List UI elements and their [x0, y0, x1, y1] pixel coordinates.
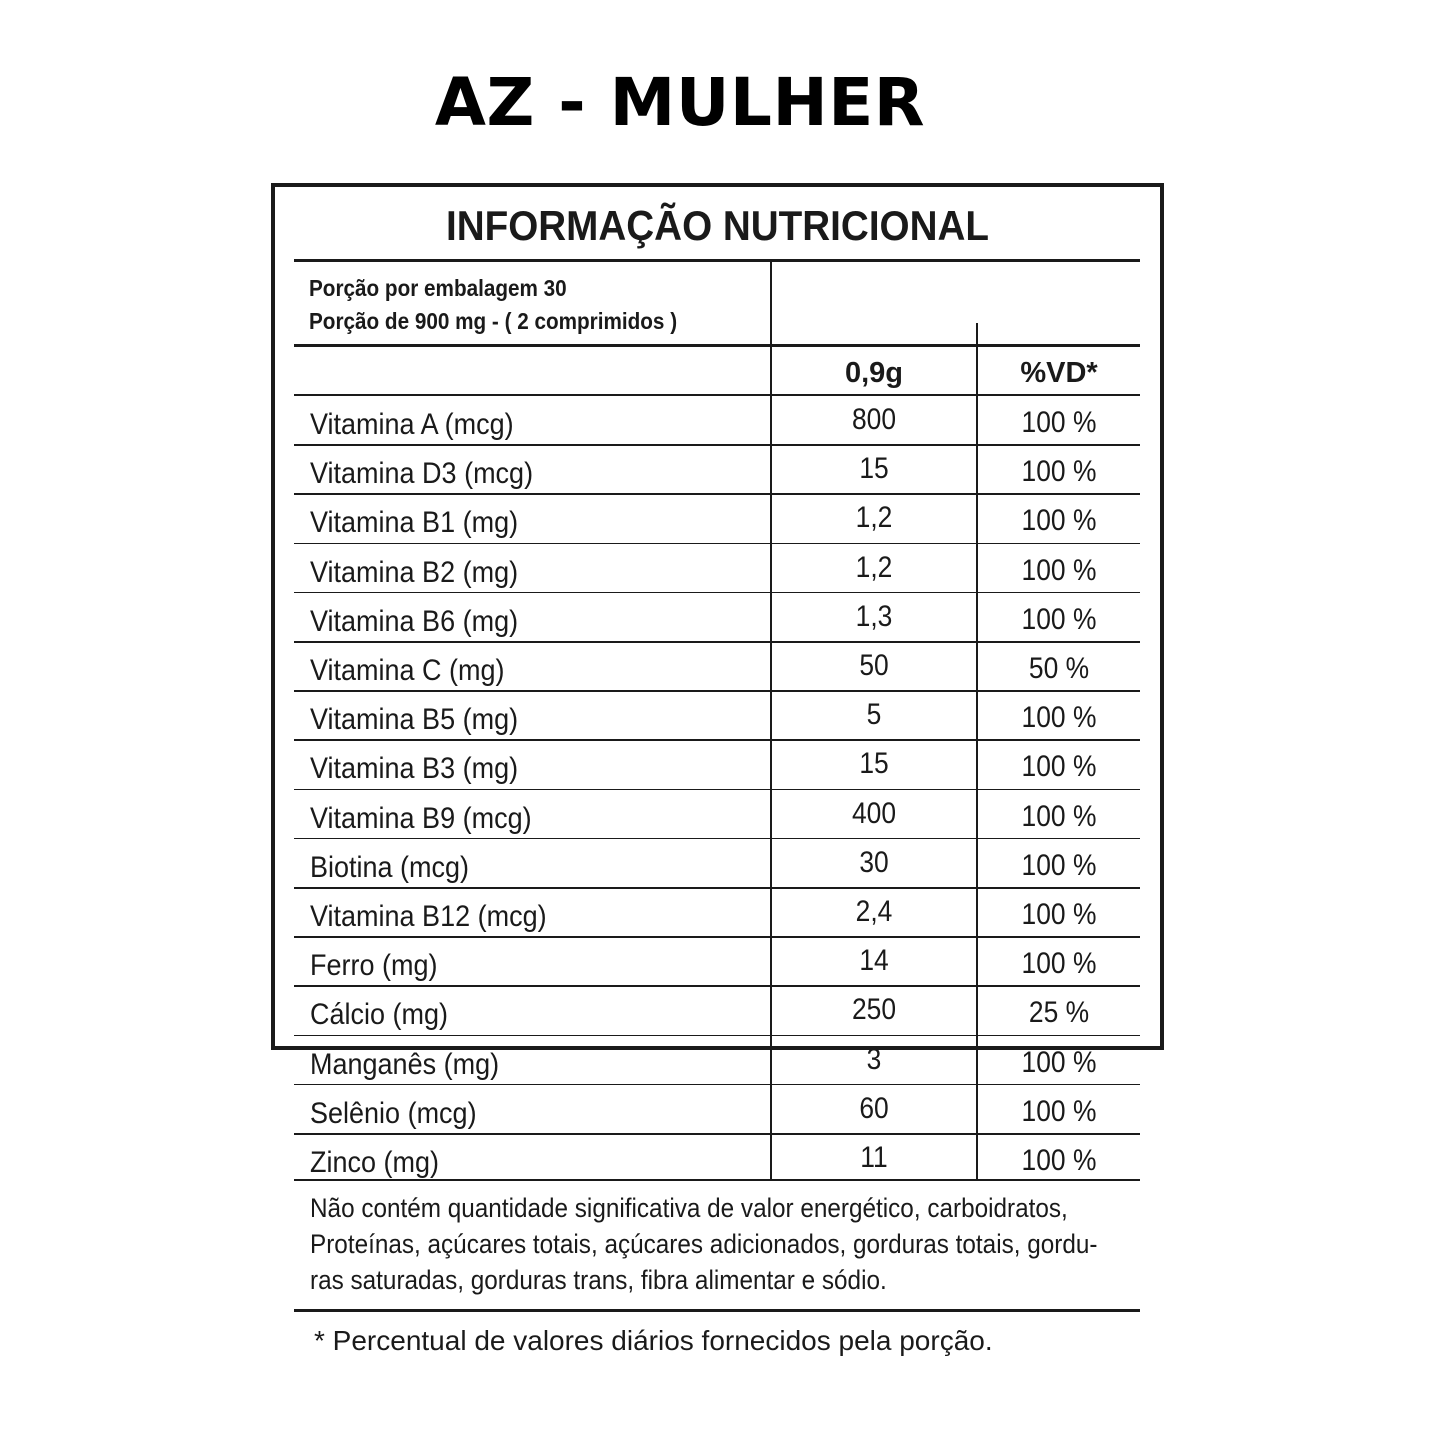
- nutrient-daily-value: 100 %: [1021, 455, 1097, 489]
- notice-line: ras saturadas, gorduras trans, fibra alimentar e sódio.: [310, 1265, 887, 1295]
- nutrient-name: Selênio (mcg): [310, 1096, 477, 1130]
- nutrient-amount: 1,3: [855, 599, 893, 633]
- nutrient-amount: 60: [859, 1091, 889, 1125]
- nutrient-amount: 1,2: [855, 501, 893, 535]
- row-divider: [294, 543, 1140, 545]
- nutrient-daily-value: 100 %: [1021, 848, 1097, 882]
- row-divider: [294, 493, 1140, 495]
- nutrient-daily-value: 100 %: [1021, 1045, 1097, 1079]
- nutrient-amount: 15: [859, 452, 889, 486]
- notice-line: Não contém quantidade significativa de valor energético, carboidratos,: [310, 1193, 1068, 1223]
- nutrient-amount: 14: [859, 944, 889, 978]
- nutrient-amount: 800: [851, 403, 897, 436]
- nutrient-amount: 50: [859, 649, 889, 682]
- daily-value-footnote: * Percentual de valores diários fornecidos pela porção.: [314, 1325, 993, 1356]
- nutrient-amount: 2,4: [855, 895, 893, 928]
- nutrient-name: Vitamina B2 (mg): [310, 555, 519, 589]
- column-divider-vd: [976, 323, 978, 1180]
- row-divider: [294, 1035, 1140, 1037]
- nutrient-daily-value: 100 %: [1021, 898, 1097, 931]
- nutrient-daily-value: 100 %: [1021, 750, 1097, 784]
- nutrient-amount: 15: [859, 747, 889, 781]
- amount-column-header: 0,9g: [844, 357, 904, 389]
- nutrient-daily-value: 50 %: [1028, 652, 1090, 685]
- nutrient-amount: 5: [866, 698, 882, 732]
- row-divider: [294, 838, 1140, 840]
- nutrient-name: Cálcio (mg): [310, 998, 449, 1032]
- nutrient-name: Vitamina A (mcg): [310, 408, 514, 441]
- nutrient-daily-value: 100 %: [1021, 1094, 1097, 1128]
- nutrient-name: Vitamina C (mg): [310, 654, 505, 687]
- portion-size: Porção de 900 mg - ( 2 comprimidos ): [309, 308, 678, 334]
- nutrient-amount: 3: [866, 1042, 882, 1076]
- nutrient-daily-value: 25 %: [1028, 996, 1090, 1030]
- row-divider: [294, 739, 1140, 741]
- nutrient-name: Ferro (mg): [310, 949, 438, 983]
- nutrient-name: Zinco (mg): [310, 1146, 440, 1179]
- header-rule: [294, 394, 1140, 396]
- portion-info: [309, 272, 677, 338]
- nutrient-name: Vitamina B12 (mcg): [310, 900, 547, 933]
- row-divider: [294, 1133, 1140, 1135]
- row-divider: [294, 690, 1140, 692]
- table-end-rule: [294, 1179, 1140, 1181]
- nutrition-facts-label: [271, 183, 1164, 1356]
- nutrient-amount: 250: [851, 993, 897, 1027]
- nutrient-daily-value: 100 %: [1021, 1144, 1097, 1177]
- nutrient-amount: 11: [860, 1141, 888, 1174]
- row-divider: [294, 985, 1140, 987]
- notice-rule: [294, 1309, 1140, 1312]
- product-title: AZ - MULHER: [434, 64, 926, 141]
- nutrient-daily-value: 100 %: [1021, 701, 1097, 735]
- column-divider-amount: [770, 262, 772, 1180]
- nutrient-name: Vitamina B3 (mg): [310, 752, 519, 786]
- portion-per-package: Porção por embalagem 30: [309, 275, 567, 301]
- nutrient-daily-value: 100 %: [1021, 947, 1097, 981]
- row-divider: [294, 592, 1140, 594]
- nutrient-name: Vitamina B1 (mg): [310, 506, 519, 540]
- nutrient-amount: 400: [851, 796, 897, 830]
- row-divider: [294, 887, 1140, 889]
- label-title: INFORMAÇÃO NUTRICIONAL: [445, 202, 990, 249]
- row-divider: [294, 936, 1140, 938]
- title-rule: [294, 259, 1140, 262]
- row-divider: [294, 641, 1140, 643]
- nutrient-name: Vitamina B9 (mcg): [310, 801, 532, 835]
- vd-column-header: %VD*: [1020, 357, 1098, 389]
- nutrient-name: Vitamina D3 (mcg): [310, 457, 534, 491]
- portion-rule: [294, 344, 1140, 347]
- nutrient-amount: 1,2: [855, 550, 893, 584]
- nutrient-amount: 30: [859, 845, 889, 879]
- notice-line: Proteínas, açúcares totais, açúcares adicionados, gorduras totais, gordu-: [310, 1229, 1098, 1259]
- nutrient-daily-value: 100 %: [1021, 406, 1097, 439]
- nutrient-name: Vitamina B6 (mg): [310, 604, 519, 638]
- nutrient-daily-value: 100 %: [1021, 602, 1097, 636]
- nutrient-name: Manganês (mg): [310, 1047, 500, 1081]
- nutrient-name: Vitamina B5 (mg): [310, 703, 519, 737]
- not-significant-notice: [310, 1190, 1134, 1298]
- row-divider: [294, 1084, 1140, 1086]
- row-divider: [294, 444, 1140, 446]
- nutrient-daily-value: 100 %: [1021, 799, 1097, 833]
- nutrient-name: Biotina (mcg): [310, 850, 470, 884]
- nutrient-daily-value: 100 %: [1021, 553, 1097, 587]
- nutrient-daily-value: 100 %: [1021, 504, 1097, 538]
- row-divider: [294, 789, 1140, 791]
